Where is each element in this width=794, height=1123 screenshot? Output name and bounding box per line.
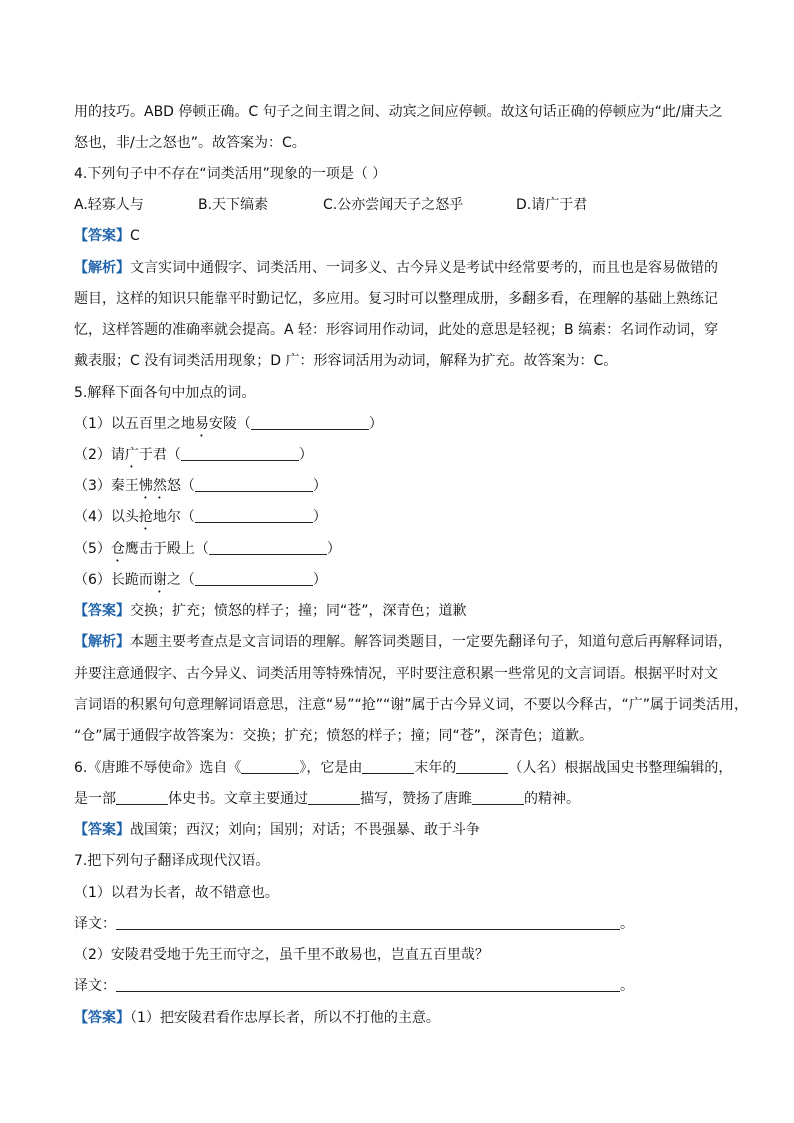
q4-option-b: B.天下缟素 — [198, 197, 269, 213]
answer-blank[interactable] — [456, 759, 508, 774]
item-close: ） — [312, 509, 327, 525]
q5-item-4 — [74, 507, 327, 527]
q5-item-3 — [74, 476, 327, 496]
q6-text: 》，它是由 — [299, 760, 363, 776]
item-text: 安陵（ — [208, 416, 251, 432]
q5-answer — [74, 601, 467, 621]
q6-answer-text: 战国策；西汉；刘向；国别；对话；不畏强暴、敢于斗争 — [130, 822, 480, 838]
item-text: （5） — [74, 541, 111, 557]
q7-answer-text: （1）把安陵君看作忠厚长者，所以不打他的主意。 — [130, 1010, 440, 1026]
item-close: ） — [368, 416, 383, 432]
q5-analysis-line-1 — [74, 632, 732, 652]
q7-stem: 7.把下列句子翻译成现代汉语。 — [74, 853, 270, 869]
item-close: ） — [312, 478, 327, 494]
q5-answer-text: 交换；扩充；愤怒的样子；撞；同“苍”，深青色；道歉 — [130, 603, 467, 619]
prev-answer-line-2: 怒也，非/士之怒也”。故答案为：C。 — [74, 135, 306, 151]
item-close: ） — [298, 447, 313, 463]
answer-blank[interactable] — [116, 790, 168, 805]
dotted-word: 抢 — [138, 509, 153, 525]
analysis-tag: 【解析】 — [74, 260, 130, 276]
translation-label: 译文： — [74, 978, 116, 994]
q4-analysis-text: 文言实词中通假字、词类活用、一词多义、古今异义是考试中经常要考的，而且也是容易做错的 — [130, 260, 718, 276]
q6-text: 描写，赞扬了唐雎 — [360, 791, 472, 807]
q4-answer-text: C — [130, 228, 140, 244]
translation-label: 译文： — [74, 916, 116, 932]
q6-text: 是一部 — [74, 791, 116, 807]
dotted-word: 谢 — [152, 572, 167, 588]
item-text: （1）以五百里之地 — [74, 416, 195, 432]
answer-blank[interactable] — [195, 571, 313, 586]
period: 。 — [620, 916, 634, 932]
answer-blank[interactable] — [308, 790, 360, 805]
q4-answer — [74, 226, 140, 246]
q5-analysis-line-2: 并要注意通假字、古今异义、词类活用等特殊情况，平时要注意积累一些常见的文言词语。根据平时对文 — [74, 666, 718, 682]
answer-blank[interactable] — [472, 790, 524, 805]
answer-tag: 【答案】 — [74, 228, 130, 244]
analysis-tag: 【解析】 — [74, 634, 130, 650]
q5-analysis-line-4: “仓”属于通假字故答案为：交换；扩充；愤怒的样子；撞；同“苍”，深青色；道歉。 — [74, 728, 594, 744]
q6-text: 体史书。文章主要通过 — [168, 791, 308, 807]
answer-tag: 【答案】 — [74, 603, 130, 619]
translation-blank[interactable] — [116, 977, 620, 992]
q6-text: （人名）根据战国史书整理编辑的， — [508, 760, 733, 776]
q5-item-6 — [74, 570, 327, 590]
answer-tag: 【答案】 — [74, 1010, 130, 1026]
answer-blank[interactable] — [251, 415, 369, 430]
q7-sentence-1: （1）以君为长者，故不错意也。 — [74, 885, 279, 901]
translation-blank[interactable] — [116, 915, 620, 930]
dotted-word: 仓 — [110, 541, 125, 557]
item-close: ） — [312, 572, 327, 588]
dotted-word: 广 — [124, 447, 139, 463]
q5-item-2 — [74, 445, 313, 465]
answer-tag: 【答案】 — [74, 822, 130, 838]
q6-line-1 — [74, 758, 732, 778]
q4-analysis-line-1 — [74, 258, 718, 278]
answer-blank[interactable] — [209, 540, 327, 555]
q4-option-c: C.公亦尝闻天子之怒乎 — [323, 197, 464, 213]
q4-stem: 4.下列句子中不存在“词类活用”现象的一项是（ ） — [74, 166, 387, 182]
item-close: ） — [326, 541, 341, 557]
answer-blank[interactable] — [241, 759, 299, 774]
q5-stem: 5.解释下面各句中加点的词。 — [74, 385, 256, 401]
q7-translation-2 — [74, 976, 634, 996]
q6-text: 的精神。 — [524, 791, 580, 807]
prev-answer-line-1: 用的技巧。ABD 停顿正确。C 句子之间主谓之间、动宾之间应停顿。故这句话正确的停顿应为“此/庸夫之 — [74, 104, 723, 120]
answer-blank[interactable] — [362, 759, 414, 774]
item-text: 怒（ — [166, 478, 195, 494]
dotted-word: 怫然 — [138, 478, 167, 494]
item-text: （3）秦王 — [74, 478, 139, 494]
q5-item-1 — [74, 414, 383, 434]
answer-blank[interactable] — [181, 446, 299, 461]
q6-text: 末年的 — [414, 760, 457, 776]
period: 。 — [620, 978, 634, 994]
q7-answer — [74, 1008, 440, 1028]
answer-blank[interactable] — [195, 477, 313, 492]
q4-analysis-line-3: 忆，这样答题的准确率就会提高。A 轻：形容词用作动词，此处的意思是轻视；B 缟素：名词作动词，穿 — [74, 322, 719, 338]
q6-answer — [74, 820, 480, 840]
item-text: 于君（ — [138, 447, 181, 463]
dotted-word: 易 — [194, 416, 209, 432]
item-text: （4）以头 — [74, 509, 139, 525]
item-text: 鹰击于殿上（ — [124, 541, 209, 557]
item-text: 地尔（ — [152, 509, 195, 525]
answer-blank[interactable] — [195, 508, 313, 523]
q6-line-2 — [74, 789, 580, 809]
q4-analysis-line-4: 戴表服；C 没有词类活用现象；D 广：形容词活用为动词，解释为扩充。故答案为：C。 — [74, 353, 618, 369]
q5-item-5 — [74, 539, 341, 559]
q4-analysis-line-2: 题目，这样的知识只能靠平时勤记忆，多应用。复习时可以整理成册，多翻多看，在理解的基础上熟练记 — [74, 291, 718, 307]
q6-text: 6.《唐雎不辱使命》选自《 — [74, 760, 242, 776]
q5-analysis-line-3: 言词语的积累句句意理解词语意思，注意“易”“抢”“谢”属于古今异义词，不要以今释古，“广”属于词类活用， — [74, 697, 749, 713]
q5-analysis-text: 本题主要考查点是文言词语的理解。解答词类题目，一定要先翻译句子，知道句意后再解释词语， — [130, 634, 732, 650]
q4-option-d: D.请广于君 — [516, 197, 588, 213]
item-text: （2）请 — [74, 447, 125, 463]
item-text: （6）长跪而 — [74, 572, 153, 588]
q7-sentence-2: （2）安陵君受地于先王而守之，虽千里不敢易也，岂直五百里哉？ — [74, 947, 489, 963]
q4-option-a: A.轻寡人与 — [74, 197, 144, 213]
q7-translation-1 — [74, 914, 634, 934]
item-text: 之（ — [166, 572, 195, 588]
